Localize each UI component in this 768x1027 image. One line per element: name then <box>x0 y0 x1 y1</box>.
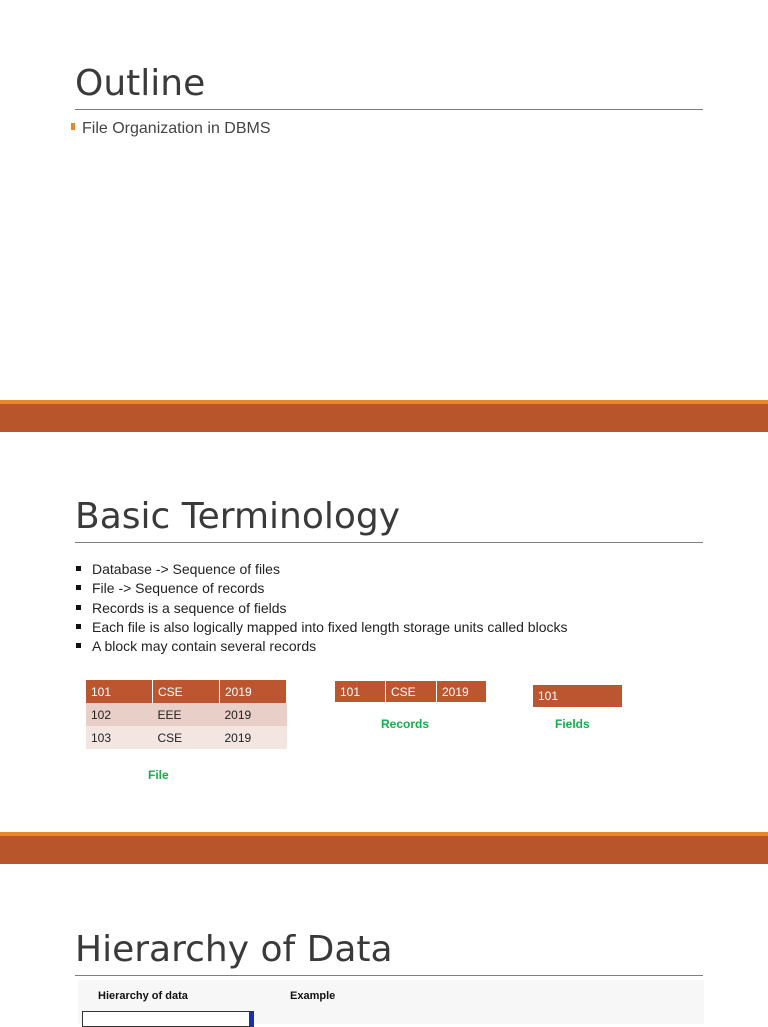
table-cell: CSE <box>153 726 220 749</box>
table-cell: 102 <box>86 703 153 726</box>
list-item: Records is a sequence of fields <box>75 599 568 618</box>
table-row <box>86 680 287 703</box>
hierarchy-image-label: Example <box>290 990 336 1002</box>
hierarchy-image-label: Hierarchy of data <box>98 990 188 1002</box>
file-label: File <box>148 768 169 782</box>
terminology-list <box>75 560 568 656</box>
fields-label: Fields <box>555 717 590 731</box>
list-item: Database -> Sequence of files <box>75 560 568 579</box>
file-table <box>86 680 287 749</box>
table-cell: CSE <box>153 680 220 703</box>
slide-title: Basic Terminology <box>75 496 401 537</box>
list-item: Each file is also logically mapped into fixed length storage units called blocks <box>75 618 568 637</box>
table-cell: 103 <box>86 726 153 749</box>
slide-separator <box>0 400 768 432</box>
table-row <box>86 703 287 726</box>
table-cell: EEE <box>153 703 220 726</box>
table-cell: 101 <box>533 685 623 707</box>
table-row <box>335 681 487 702</box>
title-divider <box>75 975 703 976</box>
list-item: File -> Sequence of records <box>75 579 568 598</box>
record-table <box>335 681 487 702</box>
table-cell: 101 <box>86 680 153 703</box>
hierarchy-box <box>82 1011 254 1027</box>
slide-title: Hierarchy of Data <box>75 929 393 970</box>
title-divider <box>75 542 703 543</box>
table-cell: 2019 <box>220 703 287 726</box>
slide-title: Outline <box>75 63 206 104</box>
slide-outline <box>0 0 768 400</box>
hierarchy-image <box>78 980 704 1024</box>
table-row <box>86 726 287 749</box>
title-divider <box>75 109 703 110</box>
table-row <box>533 685 623 707</box>
table-cell: 2019 <box>220 726 287 749</box>
slide-separator <box>0 832 768 864</box>
slide-basic-terminology <box>0 432 768 832</box>
table-cell: CSE <box>386 681 437 702</box>
table-cell: 2019 <box>220 680 287 703</box>
list-item: A block may contain several records <box>75 637 568 656</box>
table-cell: 101 <box>335 681 386 702</box>
slide-hierarchy-of-data <box>0 864 768 1024</box>
field-table <box>533 685 623 707</box>
table-cell: 2019 <box>437 681 487 702</box>
records-label: Records <box>381 717 430 731</box>
outline-bullet-item: File Organization in DBMS <box>71 120 271 138</box>
